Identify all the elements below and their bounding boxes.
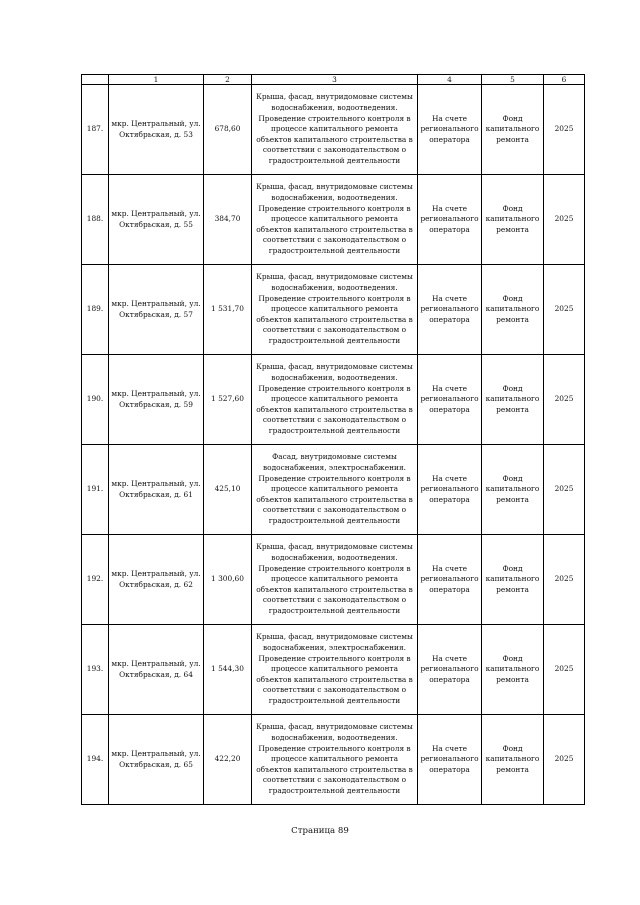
- year-cell: 2025: [544, 85, 585, 175]
- address-cell: мкр. Центральный, ул. Октябрьская, д. 65: [109, 715, 204, 805]
- page-number: Страница 89: [291, 826, 349, 836]
- address-cell: мкр. Центральный, ул. Октябрьская, д. 59: [109, 355, 204, 445]
- account-cell: На счете регионального оператора: [418, 175, 482, 265]
- area-cell: 422,20: [204, 715, 252, 805]
- table-row: [82, 355, 585, 445]
- register-table: [81, 74, 585, 805]
- row-number: 190.: [82, 355, 109, 445]
- table-row: [82, 535, 585, 625]
- account-cell: На счете регионального оператора: [418, 265, 482, 355]
- row-number: 191.: [82, 445, 109, 535]
- header-cell: 4: [418, 75, 482, 85]
- header-cell: 2: [204, 75, 252, 85]
- works-cell: Крыша, фасад, внутридомовые системы водоснабжения, водоотведения. Проведение строительного контроля в процессе капитального ремонта объектов капитального строительства в соответствии с законодательством о градостроительной деятельности: [252, 535, 418, 625]
- area-cell: 1 544,30: [204, 625, 252, 715]
- table-row: [82, 85, 585, 175]
- funding-source-cell: Фонд капитального ремонта: [482, 355, 544, 445]
- row-number: 192.: [82, 535, 109, 625]
- header-cell: [82, 75, 109, 85]
- year-cell: 2025: [544, 625, 585, 715]
- row-number: 194.: [82, 715, 109, 805]
- works-cell: Крыша, фасад, внутридомовые системы водоснабжения, водоотведения. Проведение строительного контроля в процессе капитального ремонта объектов капитального строительства в соответствии с законодательством о градостроительной деятельности: [252, 175, 418, 265]
- funding-source-cell: Фонд капитального ремонта: [482, 265, 544, 355]
- year-cell: 2025: [544, 445, 585, 535]
- row-number: 187.: [82, 85, 109, 175]
- table-row: [82, 265, 585, 355]
- account-cell: На счете регионального оператора: [418, 445, 482, 535]
- account-cell: На счете регионального оператора: [418, 715, 482, 805]
- row-number: 193.: [82, 625, 109, 715]
- header-cell: 1: [109, 75, 204, 85]
- header-row: [82, 75, 585, 85]
- area-cell: 1 300,60: [204, 535, 252, 625]
- account-cell: На счете регионального оператора: [418, 355, 482, 445]
- account-cell: На счете регионального оператора: [418, 625, 482, 715]
- funding-source-cell: Фонд капитального ремонта: [482, 175, 544, 265]
- account-cell: На счете регионального оператора: [418, 535, 482, 625]
- table-row: [82, 715, 585, 805]
- address-cell: мкр. Центральный, ул. Октябрьская, д. 55: [109, 175, 204, 265]
- address-cell: мкр. Центральный, ул. Октябрьская, д. 57: [109, 265, 204, 355]
- row-number: 188.: [82, 175, 109, 265]
- address-cell: мкр. Центральный, ул. Октябрьская, д. 53: [109, 85, 204, 175]
- funding-source-cell: Фонд капитального ремонта: [482, 445, 544, 535]
- header-cell: 3: [252, 75, 418, 85]
- works-cell: Крыша, фасад, внутридомовые системы водоснабжения, водоотведения. Проведение строительного контроля в процессе капитального ремонта объектов капитального строительства в соответствии с законодательством о градостроительной деятельности: [252, 355, 418, 445]
- area-cell: 1 531,70: [204, 265, 252, 355]
- account-cell: На счете регионального оператора: [418, 85, 482, 175]
- funding-source-cell: Фонд капитального ремонта: [482, 625, 544, 715]
- header-cell: 6: [544, 75, 585, 85]
- area-cell: 1 527,60: [204, 355, 252, 445]
- area-cell: 384,70: [204, 175, 252, 265]
- funding-source-cell: Фонд капитального ремонта: [482, 535, 544, 625]
- area-cell: 678,60: [204, 85, 252, 175]
- works-cell: Крыша, фасад, внутридомовые системы водоснабжения, водоотведения. Проведение строительного контроля в процессе капитального ремонта объектов капитального строительства в соответствии с законодательством о градостроительной деятельности: [252, 715, 418, 805]
- works-cell: Крыша, фасад, внутридомовые системы водоснабжения, водоотведения. Проведение строительного контроля в процессе капитального ремонта объектов капитального строительства в соответствии с законодательством о градостроительной деятельности: [252, 265, 418, 355]
- address-cell: мкр. Центральный, ул. Октябрьская, д. 64: [109, 625, 204, 715]
- works-cell: Фасад, внутридомовые системы водоснабжения, электроснабжения. Проведение строительного контроля в процессе капитального ремонта объектов капитального строительства в соответствии с законодательством о градостроительной деятельности: [252, 445, 418, 535]
- funding-source-cell: Фонд капитального ремонта: [482, 715, 544, 805]
- address-cell: мкр. Центральный, ул. Октябрьская, д. 61: [109, 445, 204, 535]
- area-cell: 425,10: [204, 445, 252, 535]
- table-row: [82, 625, 585, 715]
- works-cell: Крыша, фасад, внутридомовые системы водоснабжения, электроснабжения. Проведение строительного контроля в процессе капитального ремонта объектов капитального строительства в соответствии с законодательством о градостроительной деятельности: [252, 625, 418, 715]
- address-cell: мкр. Центральный, ул. Октябрьская, д. 62: [109, 535, 204, 625]
- year-cell: 2025: [544, 355, 585, 445]
- header-cell: 5: [482, 75, 544, 85]
- row-number: 189.: [82, 265, 109, 355]
- table-row: [82, 175, 585, 265]
- year-cell: 2025: [544, 175, 585, 265]
- year-cell: 2025: [544, 535, 585, 625]
- funding-source-cell: Фонд капитального ремонта: [482, 85, 544, 175]
- year-cell: 2025: [544, 715, 585, 805]
- table-row: [82, 445, 585, 535]
- year-cell: 2025: [544, 265, 585, 355]
- works-cell: Крыша, фасад, внутридомовые системы водоснабжения, водоотведения. Проведение строительного контроля в процессе капитального ремонта объектов капитального строительства в соответствии с законодательством о градостроительной деятельности: [252, 85, 418, 175]
